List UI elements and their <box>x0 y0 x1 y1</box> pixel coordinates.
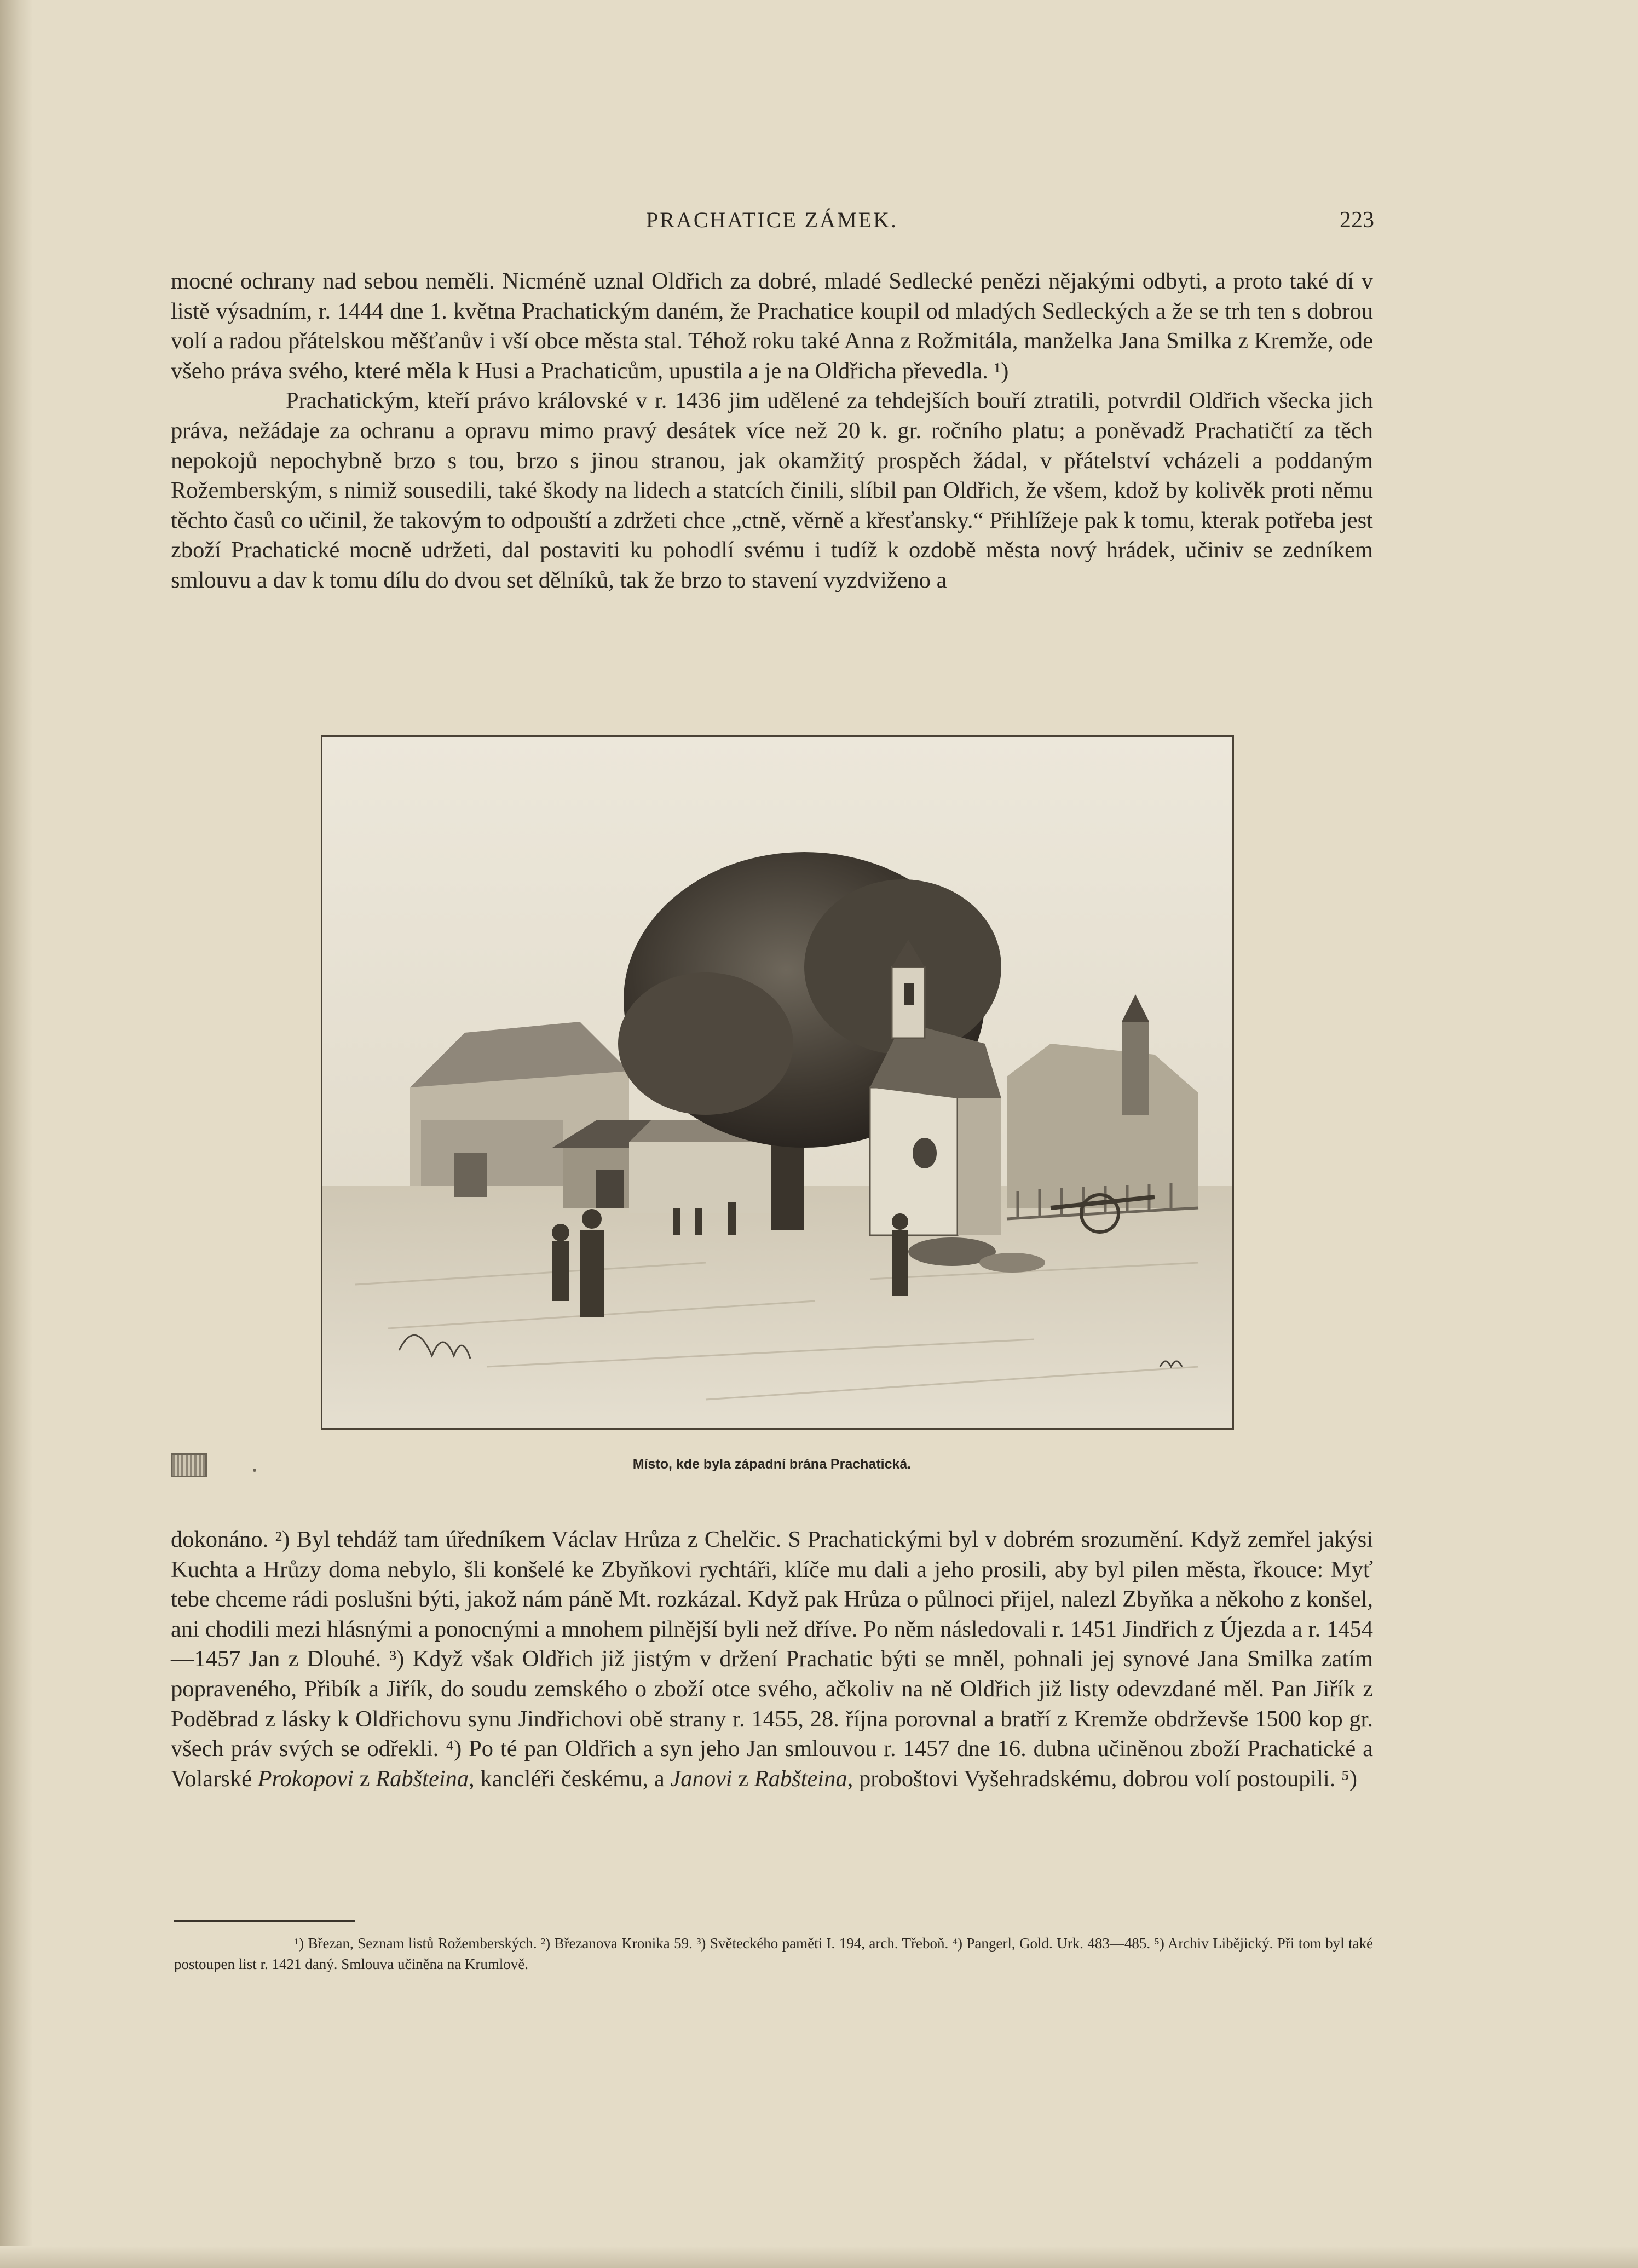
place-name: Rabšteina <box>754 1765 847 1792</box>
footnotes <box>174 1933 1373 1975</box>
engraving-drawing <box>322 737 1232 1428</box>
paragraph-text: dokonáno. ²) Byl tehdáž tam úředníkem Václav Hrůza z Chelčic. S Prachatickými byl v dobrém srozumění. Když zemřel jakýsi Kuchta a Hrůzy doma nebylo, šli konšelé ke Zbyňkovi rychtáři, klíče mu dali a jeho prosili, aby byl pilen města, řkouce: Myť tebe chceme rádi poslušni býti, jakož nám páně Mt. rozkázal. Když pak Hrůza o půlnoci přijel, nalezl Zbyňka a někoho z konšel, ani chodili mezi hlásnými a ponocnými a mnohem pilnější byli než dříve. Po něm následovali r. 1451 Jindřich z Újezda a r. 1454—1457 Jan z Dlouhé. ³) Když však Oldřich již jistým v držení Prachatic býti se mněl, pohnali jej synové Jana Smilka zatím popraveného, Přibík a Jiřík, do soudu zemského o zboží otce svého, ačkoliv na ně Oldřich již listy odevzdané měl. Pan Jiřík z Poděbrad z lásky k Oldřichovu synu Jindřichovi obě strany r. 1455, 28. října porovnal a bratří z Kremže obdrževše 1500 kop gr. všech práv svých se odřekli. ⁴) Po té pan Oldřich a syn jeho Jan smlouvou r. 1457 dne 16. dubna učiněnou zboží Prachatické a Volarské <box>171 1527 1373 1792</box>
place-name: Rabšteina <box>376 1765 469 1792</box>
paragraph-text: z <box>354 1765 376 1792</box>
body-text-bottom <box>171 1525 1373 1794</box>
paragraph-text: , proboštovi Vyšehradskému, dobrou volí postoupili. ⁵) <box>847 1765 1358 1792</box>
binding-shadow <box>0 0 33 2268</box>
paragraph: mocné ochrany nad sebou neměli. Nicméně uznal Oldřich za dobré, mladé Sedlecké penězi nějakými odbyti, a proto také dí v listě výsadním, r. 1444 dne 1. května Prachatickým daném, že Prachatice koupil od mladých Sedleckých a že se trh ten s dobrou volí a radou přátelskou měšťanův i vší obce města stal. Téhož roku také Anna z Rožmitála, manželka Jana Smilka z Kremže, ode všeho práva svého, které měla k Husi a Prachaticům, upustila a je na Oldřicha převedla. ¹) <box>171 268 1373 384</box>
person-name: Janovi <box>670 1765 733 1792</box>
paragraph-text: , kancléři českému, a <box>469 1765 671 1792</box>
person-name: Prokopovi <box>257 1765 354 1792</box>
illustration-west-gate <box>321 735 1234 1430</box>
figure-caption-row <box>171 1453 1373 1481</box>
figure-caption: Místo, kde byla západní brána Prachatická. <box>632 1457 912 1472</box>
paragraph: Prachatickým, kteří právo královské v r. 1436 jim udělené za tehdejších bouří ztratili, potvrdil Oldřich všecka jich práva, nežádaje za ochranu a opravu mimo pravý desátek více než 20 k. gr. ročního platu; a poněvadž Prachatičtí za těch nepokojů nepochybně brzo s tou, brzo s jinou stranou, jak okamžitý prospěch žádal, v přátelství vcházeli a poddaným Rožemberským, s nimiž sousedili, také škody na lidech a statcích činili, slíbil pan Oldřich, že všem, kdož by kolivěk proti němu těchto časů co učinil, že takovým to odpouští a zdržeti chce „ctně, věrně a křesťansky.“ Přihlížeje pak k tomu, kterak potřeba jest zboží Prachatické mocně udržeti, dal postaviti ku pohodlí svému i tudíž k ozdobě města nový hrádek, učiniv se zedníkem smlouvu a dav k tomu dílu do dvou set dělníků, tak že brzo to stavení vyzdviženo a <box>171 388 1373 593</box>
page-number: 223 <box>1340 208 1374 233</box>
footnote-text: ¹) Březan, Seznam listů Rožemberských. ²) Březanova Kronika 59. ³) Světeckého paměti I. 194, arch. Třeboň. ⁴) Pangerl, Gold. Urk. 483—485. ⁵) Archiv Libějický. Při tom byl také postoupen list r. 1421 daný. Smlouva učiněna na Krumlově. <box>174 1935 1373 1972</box>
body-text-top <box>171 267 1373 596</box>
paragraph-text: z <box>732 1765 754 1792</box>
footnote-rule <box>174 1920 355 1922</box>
running-head <box>170 203 1374 241</box>
page-bottom-edge <box>0 2246 1638 2268</box>
paragraph <box>171 1525 1373 1794</box>
running-title: PRACHATICE ZÁMEK. <box>646 208 898 232</box>
